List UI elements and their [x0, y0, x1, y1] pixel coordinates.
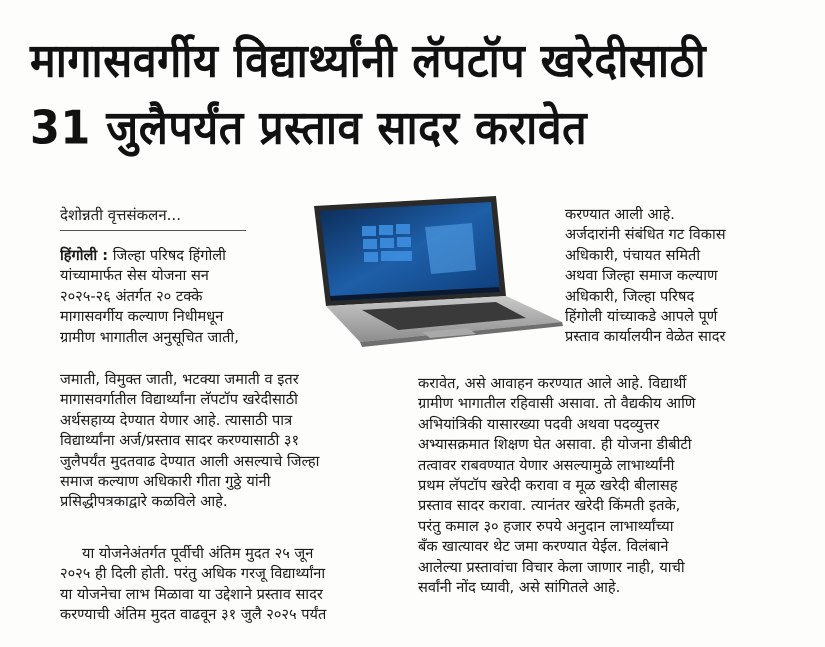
headline-line-2: 31 जुलैपर्यंत प्रस्ताव सादर करावेत: [30, 101, 588, 156]
text-line: आलेल्या प्रस्तावांचा विचार केला जाणार नाही, याची: [418, 558, 685, 576]
text-line: अर्थसहाय्य देण्यात येणार आहे. त्यासाठी पात्र: [60, 411, 293, 429]
text-line: विद्यार्थ्यांना अर्ज/प्रस्ताव सादर करण्यासाठी ३१: [60, 432, 300, 450]
text-line: प्रसिद्धीपत्रकाद्वारे कळविले आहे.: [60, 493, 228, 511]
text-line: समाज कल्याण अधिकारी गीता गुठ्ठे यांनी: [60, 473, 271, 491]
lead-place: हिंगोली :: [60, 247, 109, 264]
text-line: परंतु कमाल ३० हजार रुपये अनुदान लाभार्थ्यांच्या: [418, 517, 674, 535]
text-line: जमाती, विमुक्त जाती, भटक्या जमाती व इतर: [60, 371, 299, 388]
text-line: करण्यात आली आहे.: [565, 206, 675, 223]
text-line: मागासवर्गीय कल्याण निधीमधून: [60, 308, 224, 326]
text-line: सर्वांनी नोंद घ्यावी, असे सांगितले आहे.: [418, 579, 621, 597]
text-line: प्रस्ताव कार्यालयीन वेळेत सादर: [565, 328, 726, 346]
text-line: अभियांत्रिकी यासारख्या पदवी अथवा पदव्युत्तर: [418, 415, 660, 433]
article-column-left-top: [60, 246, 300, 348]
byline: देशोन्नती वृत्तसंकलन...: [60, 206, 181, 224]
text-line: यांच्यामार्फत सेस योजना सन: [60, 267, 209, 285]
article-column-left-bottom: [60, 544, 400, 626]
text-line: बँक खात्यावर थेट जमा करण्यात येईल. विलंबाने: [418, 538, 669, 556]
text-line: करण्याची अंतिम मुदत वाढवून ३१ जुलै २०२५ पर्यंत: [60, 606, 327, 624]
headline: [30, 28, 800, 162]
text-line: प्रस्ताव सादर करावा. त्यानंतर खरेदी किंमती इतके,: [418, 497, 681, 515]
text-line: ग्रामीण भागातील रहिवासी असावा. तो वैद्यकीय आणि: [418, 395, 696, 413]
text-line: या योजनेअंतर्गत पूर्वीची अंतिम मुदत २५ जून: [82, 545, 314, 562]
text-line: अभ्यासक्रमात शिक्षण घेत असावा. ही योजना डीबीटी: [418, 436, 692, 454]
text-line: २०२५-२६ अंतर्गत २० टक्के: [60, 287, 203, 305]
text-line: जुलैपर्यंत मुदतवाढ देण्यात आली असल्याचे जिल्हा: [60, 452, 320, 470]
text-line: प्रथम लॅपटॉप खरेदी करावा व मूळ खरेदी बीलासह: [418, 477, 678, 495]
text-line: करावेत, असे आवाहन करण्यात आले आहे. विद्यार्थी: [418, 375, 687, 392]
article-column-right-top: [565, 205, 803, 348]
article-column-right-wide: [418, 374, 803, 598]
article-column-left-wide: [60, 370, 400, 513]
text-line: ग्रामीण भागातील अनुसूचित जाती,: [60, 328, 239, 346]
text-line: जिल्हा परिषद हिंगोली: [112, 247, 226, 264]
text-line: अर्जदारांनी संबंधित गट विकास: [565, 226, 726, 244]
byline-divider: [60, 230, 246, 231]
text-line: अथवा जिल्हा समाज कल्याण: [565, 267, 718, 285]
text-line: अधिकारी, पंचायत समिती: [565, 246, 701, 264]
text-line: अधिकारी, जिल्हा परिषद: [565, 287, 695, 305]
text-line: २०२५ ही दिली होती. परंतु अधिक गरजू विद्यार्थ्यांना: [60, 565, 326, 583]
text-line: मागासवर्गातील विद्यार्थ्यांना लॅपटॉप खरेदीसाठी: [60, 391, 298, 409]
laptop-image: [300, 192, 565, 352]
text-line: हिंगोली यांच्याकडे आपले पूर्ण: [565, 308, 718, 326]
headline-line-1: मागासवर्गीय विद्यार्थ्यांनी लॅपटॉप खरेदीसाठी: [30, 34, 707, 89]
text-line: या योजनेचा लाभ मिळावा या उद्देशाने प्रस्ताव सादर: [60, 585, 323, 603]
text-line: तत्वावर राबवण्यात येणार असल्यामुळे लाभार्थ्यांनी: [418, 456, 675, 474]
